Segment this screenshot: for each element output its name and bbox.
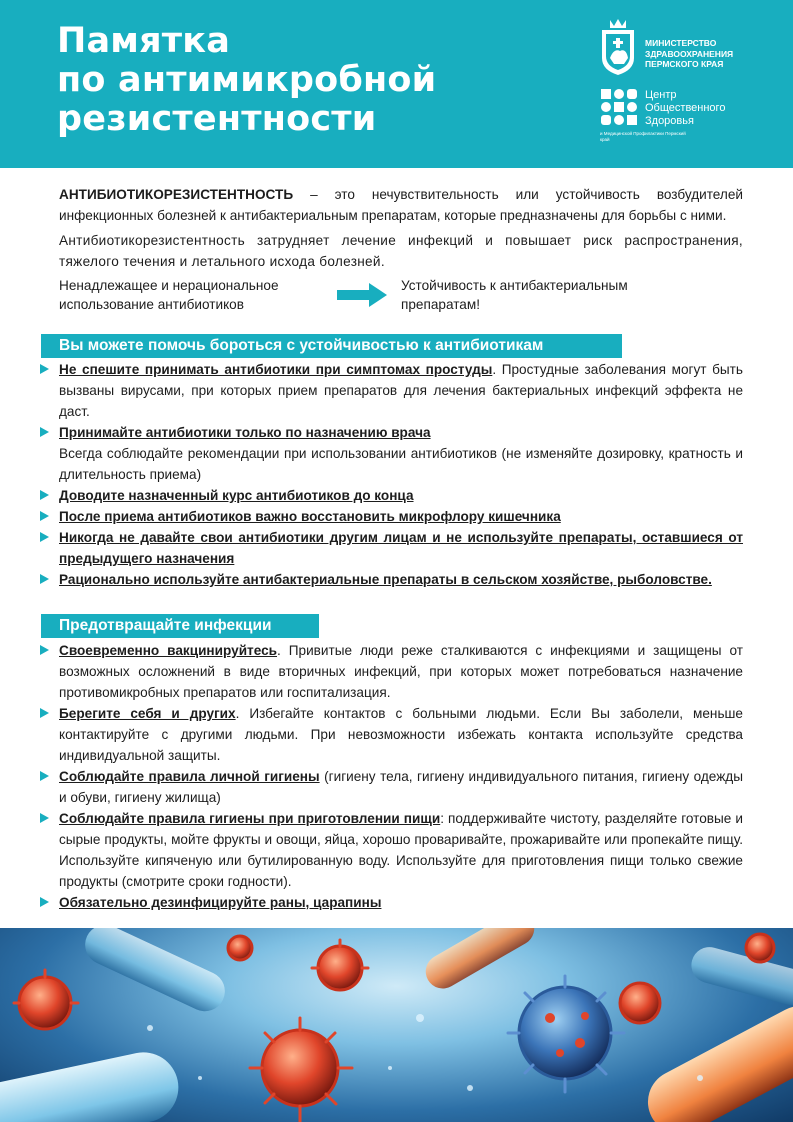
definition-text: – это нечувствительность или устойчивость возбудителей инфекционных болезней к антибактериальным препаратам, которые предназначены для борьбы с ними. xyxy=(59,187,743,223)
item-text: . Избегайте контактов с больными людьми. Если Вы заболели, меньше контактируйте с другими людьми. При невозможности избежать контакта используйте средства индивидуальной защиты. xyxy=(59,706,743,763)
microbes-illustration xyxy=(0,928,793,1122)
list-item xyxy=(40,569,743,590)
list-item xyxy=(40,640,743,703)
definition-paragraph xyxy=(59,184,743,226)
list-item xyxy=(40,808,743,892)
item-heading: Принимайте антибиотики только по назначению врача xyxy=(59,425,431,440)
risk-paragraph: Антибиотикорезистентность затрудняет лечение инфекций и повышает риск распространения, тяжелого течения и летального исхода болезней. xyxy=(59,233,743,269)
bullet-triangle-icon xyxy=(40,813,49,823)
center-line-2: Общественного xyxy=(645,102,726,114)
item-heading: Обязательно дезинфицируйте раны, царапины xyxy=(59,895,382,910)
item-text: Всегда соблюдайте рекомендации при использовании антибиотиков (не изменяйте дозировку, кратность и длительность приема) xyxy=(59,446,743,482)
cause-text: Ненадлежащее и нерациональное использование антибиотиков xyxy=(59,278,279,312)
list-item xyxy=(40,485,743,506)
ministry-label xyxy=(645,38,733,70)
section-heading-antibiotics: Вы можете помочь бороться с устойчивостью к антибиотикам xyxy=(41,334,622,358)
item-heading: Рационально используйте антибактериальные препараты в сельском хозяйстве, рыболовстве. xyxy=(59,572,712,587)
list-item xyxy=(40,359,743,422)
bullet-triangle-icon xyxy=(40,511,49,521)
ministry-line-1: МИНИСТЕРСТВО xyxy=(645,38,717,48)
definition-term: АНТИБИОТИКОРЕЗИСТЕНТНОСТЬ xyxy=(59,187,294,202)
title-line-3: резистентности xyxy=(57,99,377,139)
title-line-2: по антимикробной xyxy=(57,60,437,100)
item-heading: После приема антибиотиков важно восстановить микрофлору кишечника xyxy=(59,509,561,524)
bacteria-virus-icon xyxy=(0,928,793,1122)
bullet-triangle-icon xyxy=(40,364,49,374)
ministry-line-2: ЗДРАВООХРАНЕНИЯ xyxy=(645,48,734,59)
antibiotics-list xyxy=(40,359,743,590)
list-item xyxy=(40,527,743,569)
health-center-label xyxy=(645,89,725,128)
arrow-right-icon xyxy=(337,283,387,307)
bullet-triangle-icon xyxy=(40,490,49,500)
item-text: : поддерживайте чистоту, разделяйте готовые и сырые продукты, мойте фрукты и овощи, яйца, хорошо проваривайте, прожаривайте или пропекайте пищу. Используйте кипяченую или бутилированную воду. Используйте для приготовления пищи только свежие продукты (смотрите сроки годности). xyxy=(59,811,743,889)
ministry-line-3: ПЕРМСКОГО КРАЯ xyxy=(645,59,724,69)
list-item xyxy=(40,703,743,766)
center-line-3: Здоровья xyxy=(645,115,694,127)
bullet-triangle-icon xyxy=(40,427,49,437)
item-heading: Никогда не давайте свои антибиотики другим лицам и не используйте препараты, оставшиеся от предыдущего назначения xyxy=(59,530,743,566)
item-heading: Не спешите принимать антибиотики при симптомах простуды xyxy=(59,362,493,377)
prevention-list xyxy=(40,640,743,913)
intro-section xyxy=(59,184,743,314)
effect-text: Устойчивость к антибактериальным препаратам! xyxy=(401,278,628,312)
item-text: . Простудные заболевания могут быть вызваны вирусами, при которых прием препаратов для лечения бактериальных инфекций эффекта не даст. xyxy=(59,362,743,419)
item-text: (гигиену тела, гигиену индивидуального питания, гигиену одежды и обуви, гигиену жилища) xyxy=(59,769,743,805)
bullet-triangle-icon xyxy=(40,574,49,584)
title-line-1: Памятка xyxy=(57,21,231,61)
item-text: . Привитые люди реже сталкиваются с инфекциями и защищены от возможных осложнений в виде вторичных инфекций, при которых может потребоваться назначение противомикробных препаратов или госпитализация. xyxy=(59,643,743,700)
item-heading: Своевременно вакцинируйтесь xyxy=(59,643,278,658)
header-banner xyxy=(0,0,793,168)
bullet-triangle-icon xyxy=(40,645,49,655)
page-title xyxy=(57,22,436,139)
item-heading: Доводите назначенный курс антибиотиков до конца xyxy=(59,488,414,503)
center-line-1: Центр xyxy=(645,89,677,101)
list-item-note xyxy=(40,443,743,485)
item-heading: Берегите себя и других xyxy=(59,706,236,721)
bullet-triangle-icon xyxy=(40,771,49,781)
bullet-triangle-icon xyxy=(40,532,49,542)
bullet-triangle-icon xyxy=(40,897,49,907)
item-heading: Соблюдайте правила личной гигиены xyxy=(59,769,320,784)
bullet-triangle-icon xyxy=(40,708,49,718)
health-center-subtitle: и Медицинской Профилактики Пермский край xyxy=(600,131,686,142)
item-heading: Соблюдайте правила гигиены при приготовлении пищи xyxy=(59,811,441,826)
health-center-logo-icon xyxy=(600,88,638,126)
coat-of-arms-icon xyxy=(598,18,638,76)
list-item xyxy=(40,422,743,443)
list-item xyxy=(40,766,743,808)
list-item xyxy=(40,506,743,527)
list-item xyxy=(40,892,743,913)
section-heading-prevent: Предотвращайте инфекции xyxy=(41,614,319,638)
cause-effect-row xyxy=(59,276,743,314)
